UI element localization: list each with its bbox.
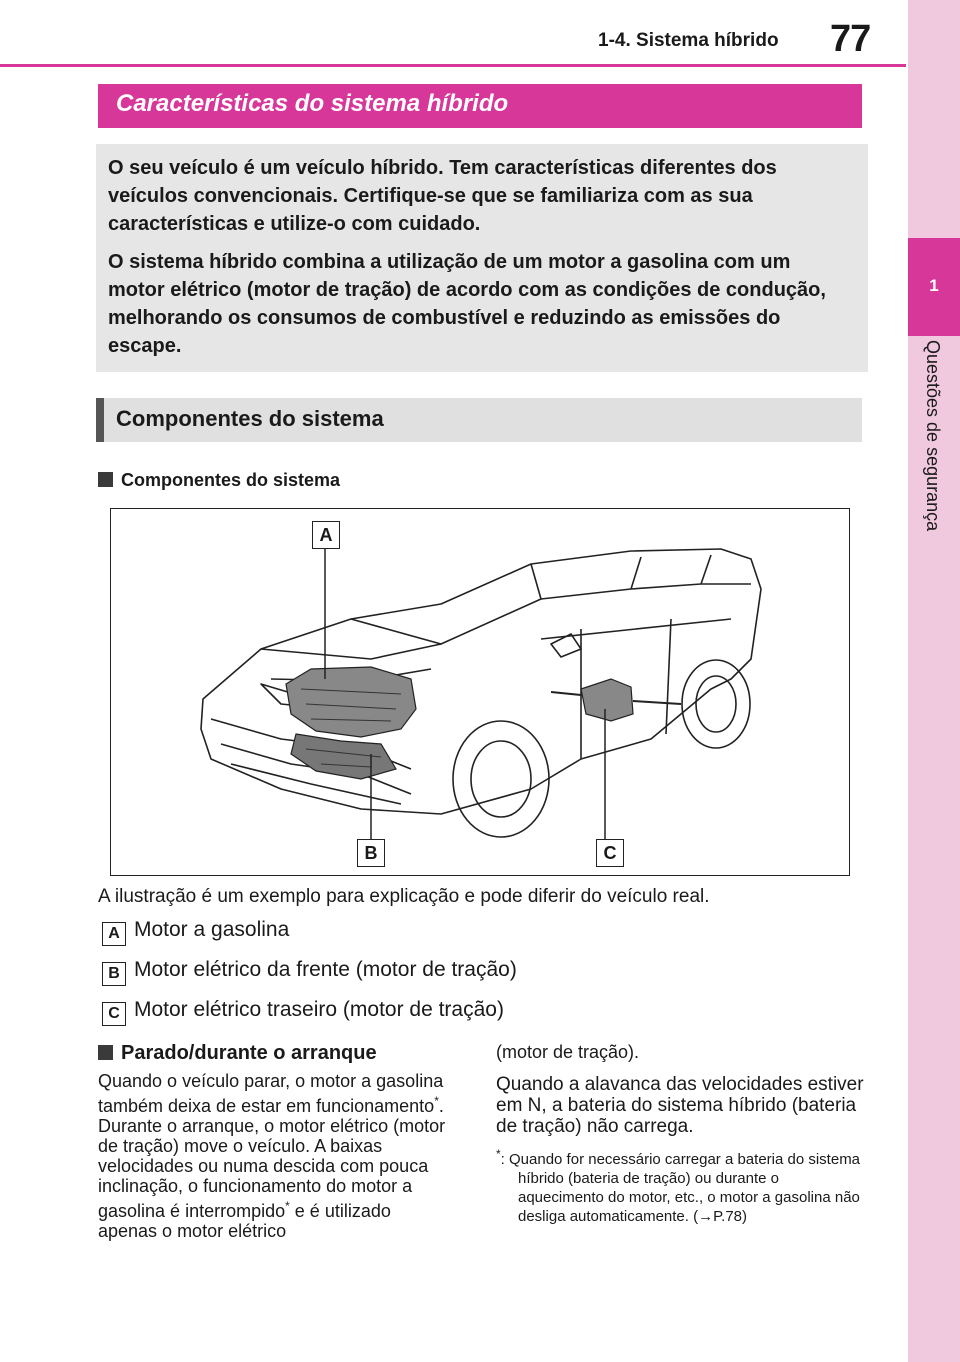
legend-item-b xyxy=(102,958,517,986)
stop-start-text-3: e é utilizado apenas o motor elétrico xyxy=(98,1201,391,1241)
car-windshield xyxy=(351,564,541,644)
legend-item-c xyxy=(102,998,504,1026)
intro-box xyxy=(96,144,868,372)
figure-label-c: C xyxy=(596,839,624,867)
footnote-mark: * xyxy=(496,1147,501,1161)
legend-key-c: C xyxy=(102,1002,126,1026)
figure-label-a: A xyxy=(312,521,340,549)
section-title: 1-4. Sistema híbrido xyxy=(598,30,779,51)
gasoline-engine-drawing xyxy=(286,667,416,737)
right-column xyxy=(496,1042,866,1226)
intro-paragraph-2: O sistema híbrido combina a utilização de um motor a gasolina com um motor elétrico (motor de tração) de acordo com as condições de condução, melhorando os consumos de combustível e reduzindo as emissões do escape. xyxy=(108,251,826,357)
footnote-ref-1: * xyxy=(434,1094,439,1108)
vehicle-illustration xyxy=(110,508,850,876)
legend-key-a: A xyxy=(102,922,126,946)
rear-motor-drawing xyxy=(581,679,633,721)
vehicle-drawing xyxy=(111,509,848,874)
page-number: 77 xyxy=(830,18,871,60)
legend-text-c: Motor elétrico traseiro (motor de tração) xyxy=(134,998,504,1021)
car-doors xyxy=(541,619,731,759)
footnote-ref-2: * xyxy=(285,1199,290,1213)
footnote-text: : Quando for necessário carregar a bateria do sistema híbrido (bateria de tração) ou durante o aquecimento do motor, etc., o motor a gasolina não desliga automaticamente. (→P.78) xyxy=(500,1151,861,1225)
legend-item-a xyxy=(102,918,289,946)
components-subheading-text: Componentes do sistema xyxy=(121,470,341,490)
square-bullet-icon xyxy=(98,1045,113,1060)
main-title: Características do sistema híbrido xyxy=(116,90,509,117)
main-title-bar xyxy=(98,84,862,128)
footnote xyxy=(496,1145,866,1226)
components-title-bar xyxy=(96,398,862,442)
chapter-side-strip xyxy=(908,0,960,1362)
components-title: Componentes do sistema xyxy=(116,406,384,431)
left-column xyxy=(98,1042,448,1241)
header-rule xyxy=(0,64,906,67)
legend-key-b: B xyxy=(102,962,126,986)
stop-start-text-2: . Durante o arranque, o motor elétrico (motor de tração) move o veículo. A baixas velocidades ou numa descida com pouca inclinação, o funcionamento do motor a gasolina é interrompido xyxy=(98,1096,446,1221)
continuation-text: (motor de tração). xyxy=(496,1042,640,1062)
car-body-outline xyxy=(201,549,761,814)
legend-text-a: Motor a gasolina xyxy=(134,918,290,941)
neutral-note: Quando a alavanca das velocidades estiver em N, a bateria do sistema híbrido (bateria de tração) não carrega. xyxy=(496,1074,864,1137)
chapter-number: 1 xyxy=(929,276,939,295)
square-bullet-icon xyxy=(98,472,113,487)
stop-start-heading xyxy=(98,1042,448,1065)
stop-start-paragraph xyxy=(98,1071,448,1241)
figure-caption: A ilustração é um exemplo para explicação e pode diferir do veículo real. xyxy=(98,886,710,907)
intro-paragraph-1: O seu veículo é um veículo híbrido. Tem características diferentes dos veículos convencionais. Certifique-se que se familiariza com as sua características e utilize-o com cuidado. xyxy=(108,157,777,235)
components-subheading xyxy=(98,470,340,491)
stop-start-heading-text: Parado/durante o arranque xyxy=(121,1042,377,1064)
front-wheel xyxy=(453,721,549,837)
stop-start-text-1: Quando o veículo parar, o motor a gasolina também deixa de estar em funcionamento xyxy=(98,1071,444,1116)
car-side-windows xyxy=(541,555,751,599)
figure-label-b: B xyxy=(357,839,385,867)
legend-text-b: Motor elétrico da frente (motor de tração) xyxy=(134,958,517,981)
chapter-title: Questões de segurança xyxy=(923,340,943,532)
